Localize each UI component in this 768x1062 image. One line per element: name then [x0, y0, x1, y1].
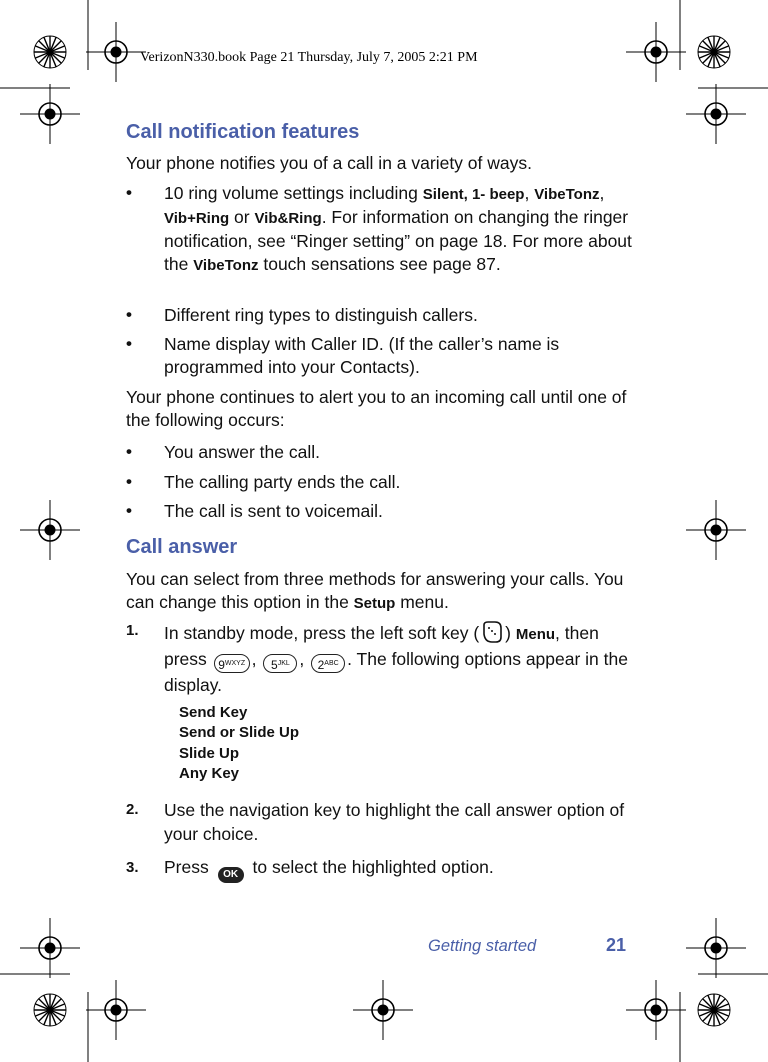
left-soft-key-icon [479, 619, 505, 645]
bullet-icon: • [126, 305, 132, 324]
bullet-answer: You answer the call. [164, 442, 320, 462]
bullet-voicemail: The call is sent to voicemail. [164, 501, 383, 521]
print-header: VerizonN330.book Page 21 Thursday, July 7, 2005 2:21 PM [140, 50, 478, 65]
option-send-or-slide-up: Send or Slide Up [179, 724, 300, 741]
call-answer-intro: You can select from three methods for answering your calls. You can change this option in the Setup menu. [126, 569, 624, 612]
bullet-caller-id: Name display with Caller ID. (If the caller’s name is programmed into your Contacts). [164, 334, 560, 377]
bullet-icon: • [126, 334, 132, 353]
continue-paragraph: Your phone continues to alert you to an incoming call until one of the following occurs: [126, 387, 627, 430]
option-send-key: Send Key [179, 704, 248, 721]
step-number: 2. [126, 801, 139, 818]
page-number: 21 [606, 935, 627, 955]
step2-text: Use the navigation key to highlight the call answer option of your choice. [164, 800, 625, 844]
step-number: 1. [126, 622, 139, 639]
bullet-icon: • [126, 442, 132, 461]
bullet-icon: • [126, 501, 132, 520]
ok-key-icon: OK [218, 867, 244, 883]
option-any-key: Any Key [179, 765, 240, 782]
step1-text: In standby mode, press the left soft key ( ) Menu, then press $9^{WXYZ}$ , $5^{JKL}$ , $2^{ABC}$ . The following options appear in the display. [164, 619, 634, 698]
bullet-ring-types: Different ring types to distinguish callers. [164, 305, 478, 325]
section-heading-call-answer: Call answer [126, 536, 238, 558]
key-2-icon: $2^{ABC}$ [311, 654, 345, 673]
step-number: 3. [126, 859, 139, 876]
bullet-icon: • [126, 183, 132, 202]
footer-chapter-title: Getting started [428, 937, 537, 955]
key-5-icon: $5^{JKL}$ [263, 654, 297, 673]
intro-paragraph: Your phone notifies you of a call in a variety of ways. [126, 153, 532, 173]
bullet-party-ends: The calling party ends the call. [164, 472, 401, 492]
bullet-ring-volume: 10 ring volume settings including Silent, 1- beep, VibeTonz, Vib+Ring or Vib&Ring. For information on changing the ringer notification, see “Ringer setting” on page 18. For more about the VibeTonz touch sensations see page 87. [164, 183, 632, 274]
option-slide-up: Slide Up [179, 745, 240, 762]
section-heading-call-notification: Call notification features [126, 121, 360, 143]
key-9-icon: $9^{WXYZ}$ [214, 654, 250, 673]
step3-text: Press OK to select the highlighted option. [164, 856, 634, 883]
bullet-icon: • [126, 472, 132, 491]
